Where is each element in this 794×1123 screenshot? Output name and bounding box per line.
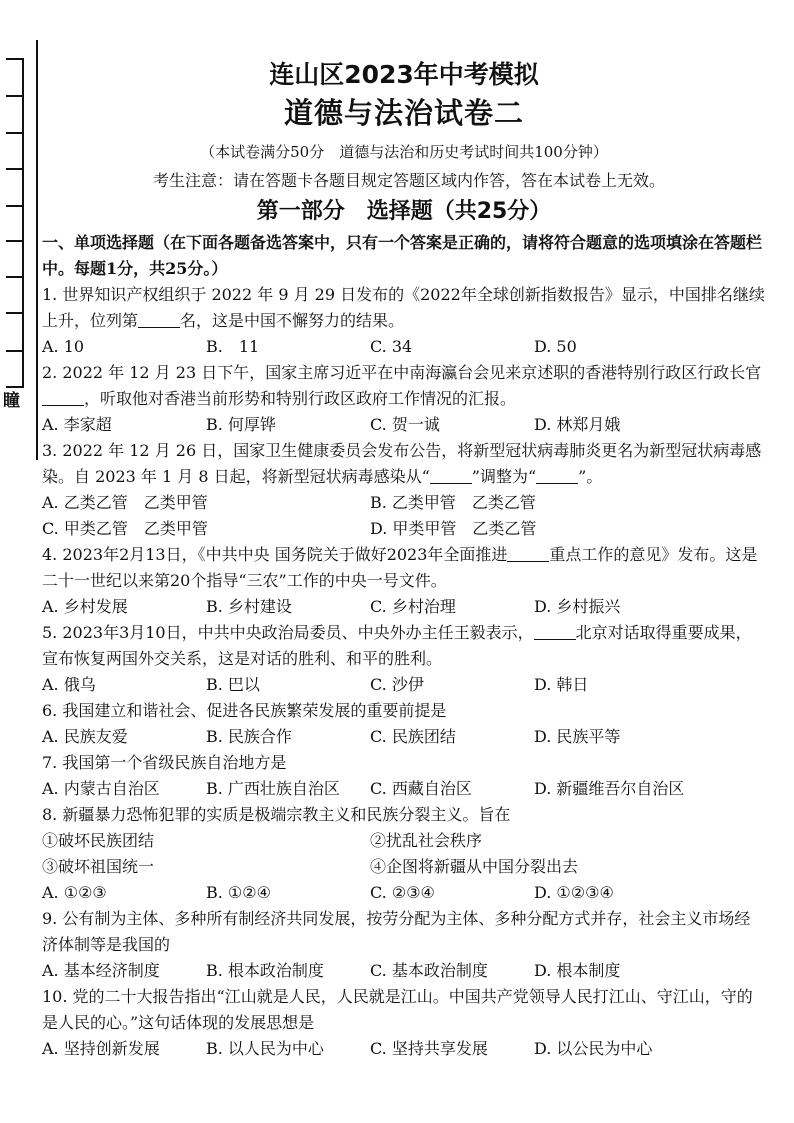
option-c: C. 甲类乙管 乙类甲管 bbox=[42, 519, 208, 538]
binding-tick bbox=[6, 240, 23, 242]
question-7 bbox=[42, 750, 766, 802]
option-c: C. 西藏自治区 bbox=[370, 779, 472, 798]
binding-tick bbox=[6, 168, 23, 170]
option-d: D. 新疆维吾尔自治区 bbox=[534, 779, 685, 798]
binding-tick bbox=[6, 276, 23, 278]
option-b: B. 乡村建设 bbox=[206, 597, 292, 616]
question-stem: 6. 我国建立和谐社会、促进各民族繁荣发展的重要前提是 bbox=[42, 701, 447, 720]
option-d: D. ①②③④ bbox=[534, 883, 614, 902]
option-c: C. 坚持共享发展 bbox=[370, 1039, 488, 1058]
option-a: A. 俄乌 bbox=[42, 675, 96, 694]
question-stem: 3. 2022 年 12 月 26 日，国家卫生健康委员会发布公告，将新型冠状病毒肺炎更名为新型冠状病毒感染。自 2023 年 1 月 8 日起，将新型冠状病毒感染从“ ”调整为“ ”。 bbox=[42, 441, 762, 486]
question-5 bbox=[42, 620, 766, 698]
binding-tick bbox=[6, 58, 23, 60]
option-a: A. 乡村发展 bbox=[42, 597, 128, 616]
question-2 bbox=[42, 360, 766, 438]
answer-blank bbox=[536, 467, 578, 484]
question-stem: 9. 公有制为主体、多种所有制经济共同发展，按劳分配为主体、多种分配方式并存，社会主义市场经济体制等是我国的 bbox=[42, 909, 751, 954]
question-9 bbox=[42, 906, 766, 984]
options-row bbox=[42, 334, 766, 360]
answer-blank bbox=[138, 311, 180, 328]
option-b: B. ①②④ bbox=[206, 883, 271, 902]
option-a: A. 李家超 bbox=[42, 415, 112, 434]
question-stem: 10. 党的二十大报告指出“江山就是人民，人民就是江山。中国共产党领导人民打江山、守江山，守的是人民的心。”这句话体现的发展思想是 bbox=[42, 987, 753, 1032]
binding-tick bbox=[6, 95, 23, 97]
option-b: B. 广西壮族自治区 bbox=[206, 779, 340, 798]
option-d: D. 根本制度 bbox=[534, 961, 621, 980]
option-c: C. 乡村治理 bbox=[370, 597, 456, 616]
candidate-notice: 考生注意：请在答题卡各题目规定答题区域内作答，答在本试卷上无效。 bbox=[152, 171, 665, 190]
option-b: B. 民族合作 bbox=[206, 727, 292, 746]
options-row bbox=[42, 724, 766, 750]
question-8 bbox=[42, 802, 766, 906]
option-c: C. 34 bbox=[370, 337, 413, 356]
option-a: A. 坚持创新发展 bbox=[42, 1039, 160, 1058]
binding-tick bbox=[6, 350, 23, 352]
question-stem: 1. 世界知识产权组织于 2022 年 9 月 29 日发布的《2022年全球创新指数报告》显示，中国排名继续上升，位列第 名，这是中国不懈努力的结果。 bbox=[42, 285, 765, 330]
question-6 bbox=[42, 698, 766, 750]
answer-blank bbox=[42, 389, 84, 406]
question-stem: 2. 2022 年 12 月 23 日下午，国家主席习近平在中南海瀛台会见来京述职的香港特别行政区行政长官，听取他对香港当前形势和特别行政区政府工作情况的汇报。 bbox=[42, 363, 762, 408]
part-heading: 第一部分 选择题（共25分） bbox=[256, 199, 552, 224]
option-a: A. 10 bbox=[42, 337, 85, 356]
option-b: B. 巴以 bbox=[206, 675, 260, 694]
options-row bbox=[42, 490, 766, 516]
question-1 bbox=[42, 282, 766, 360]
options-row bbox=[42, 1036, 766, 1062]
option-b: B. 何厚铧 bbox=[206, 415, 276, 434]
section-instructions: 一、单项选择题（在下面各题备选答案中，只有一个答案是正确的，请将符合题意的选项填涂在答题栏中。每题1分，共25分。） bbox=[42, 233, 763, 278]
binding-line bbox=[22, 58, 24, 388]
question-stem: 7. 我国第一个省级民族自治地方是 bbox=[42, 753, 287, 772]
options-row bbox=[42, 672, 766, 698]
options-row bbox=[42, 412, 766, 438]
option-b: B. 以人民为中心 bbox=[206, 1039, 324, 1058]
binding-tick bbox=[6, 312, 23, 314]
question-3 bbox=[42, 438, 766, 542]
binding-tick bbox=[6, 205, 23, 207]
option-d: D. 民族平等 bbox=[534, 727, 621, 746]
question-4 bbox=[42, 542, 766, 620]
binding-line bbox=[36, 40, 38, 460]
option-b: B. 11 bbox=[206, 337, 260, 356]
option-d: D. 林郑月娥 bbox=[534, 415, 621, 434]
option-d: D. 韩日 bbox=[534, 675, 589, 694]
option-d: D. 50 bbox=[534, 337, 577, 356]
question-stem: 4. 2023年2月13日，《中共中央 国务院关于做好2023年全面推进 重点工作的意见》发布。这是二十一世纪以来第20个指导“三农”工作的中央一号文件。 bbox=[42, 545, 758, 590]
options-row bbox=[42, 958, 766, 984]
option-d: D. 乡村振兴 bbox=[534, 597, 621, 616]
option-a: A. ①②③ bbox=[42, 883, 107, 902]
option-c: C. 沙伊 bbox=[370, 675, 424, 694]
exam-subtitle: 道德与法治试卷二 bbox=[283, 96, 524, 130]
option-c: C. ②③④ bbox=[370, 883, 435, 902]
exam-time-note: （本试卷满分50分 道德与法治和历史考试时间共100分钟） bbox=[200, 143, 608, 161]
options-row bbox=[42, 776, 766, 802]
option-b: B. 乙类甲管 乙类乙管 bbox=[370, 493, 536, 512]
binding-tick bbox=[6, 132, 23, 134]
option-c: C. 民族团结 bbox=[370, 727, 456, 746]
statement-1: ①破坏民族团结 bbox=[42, 831, 155, 850]
option-a: A. 乙类乙管 乙类甲管 bbox=[42, 493, 208, 512]
option-a: A. 基本经济制度 bbox=[42, 961, 160, 980]
statement-row bbox=[42, 854, 766, 880]
option-c: C. 基本政治制度 bbox=[370, 961, 488, 980]
statement-4: ④企图将新疆从中国分裂出去 bbox=[370, 857, 579, 876]
question-stem: 8. 新疆暴力恐怖犯罪的实质是极端宗教主义和民族分裂主义。旨在 bbox=[42, 805, 511, 824]
answer-blank bbox=[507, 545, 549, 562]
answer-blank bbox=[534, 623, 576, 640]
exam-page bbox=[42, 58, 766, 1062]
answer-blank bbox=[430, 467, 472, 484]
options-row bbox=[42, 594, 766, 620]
margin-label: 瞳 bbox=[3, 391, 20, 411]
options-row bbox=[42, 516, 766, 542]
option-c: C. 贺一诚 bbox=[370, 415, 440, 434]
options-row bbox=[42, 880, 766, 906]
option-d: D. 甲类甲管 乙类乙管 bbox=[370, 519, 537, 538]
option-a: A. 内蒙古自治区 bbox=[42, 779, 160, 798]
statement-row bbox=[42, 828, 766, 854]
option-b: B. 根本政治制度 bbox=[206, 961, 324, 980]
question-10 bbox=[42, 984, 766, 1062]
question-stem: 5. 2023年3月10日，中共中央政治局委员、中央外办主任王毅表示， 北京对话取得重要成果，宣布恢复两国外交关系，这是对话的胜利、和平的胜利。 bbox=[42, 623, 752, 668]
exam-title: 连山区2023年中考模拟 bbox=[269, 60, 539, 89]
option-a: A. 民族友爱 bbox=[42, 727, 128, 746]
statement-2: ②扰乱社会秩序 bbox=[370, 831, 483, 850]
statement-3: ③破坏祖国统一 bbox=[42, 857, 155, 876]
option-d: D. 以公民为中心 bbox=[534, 1039, 653, 1058]
